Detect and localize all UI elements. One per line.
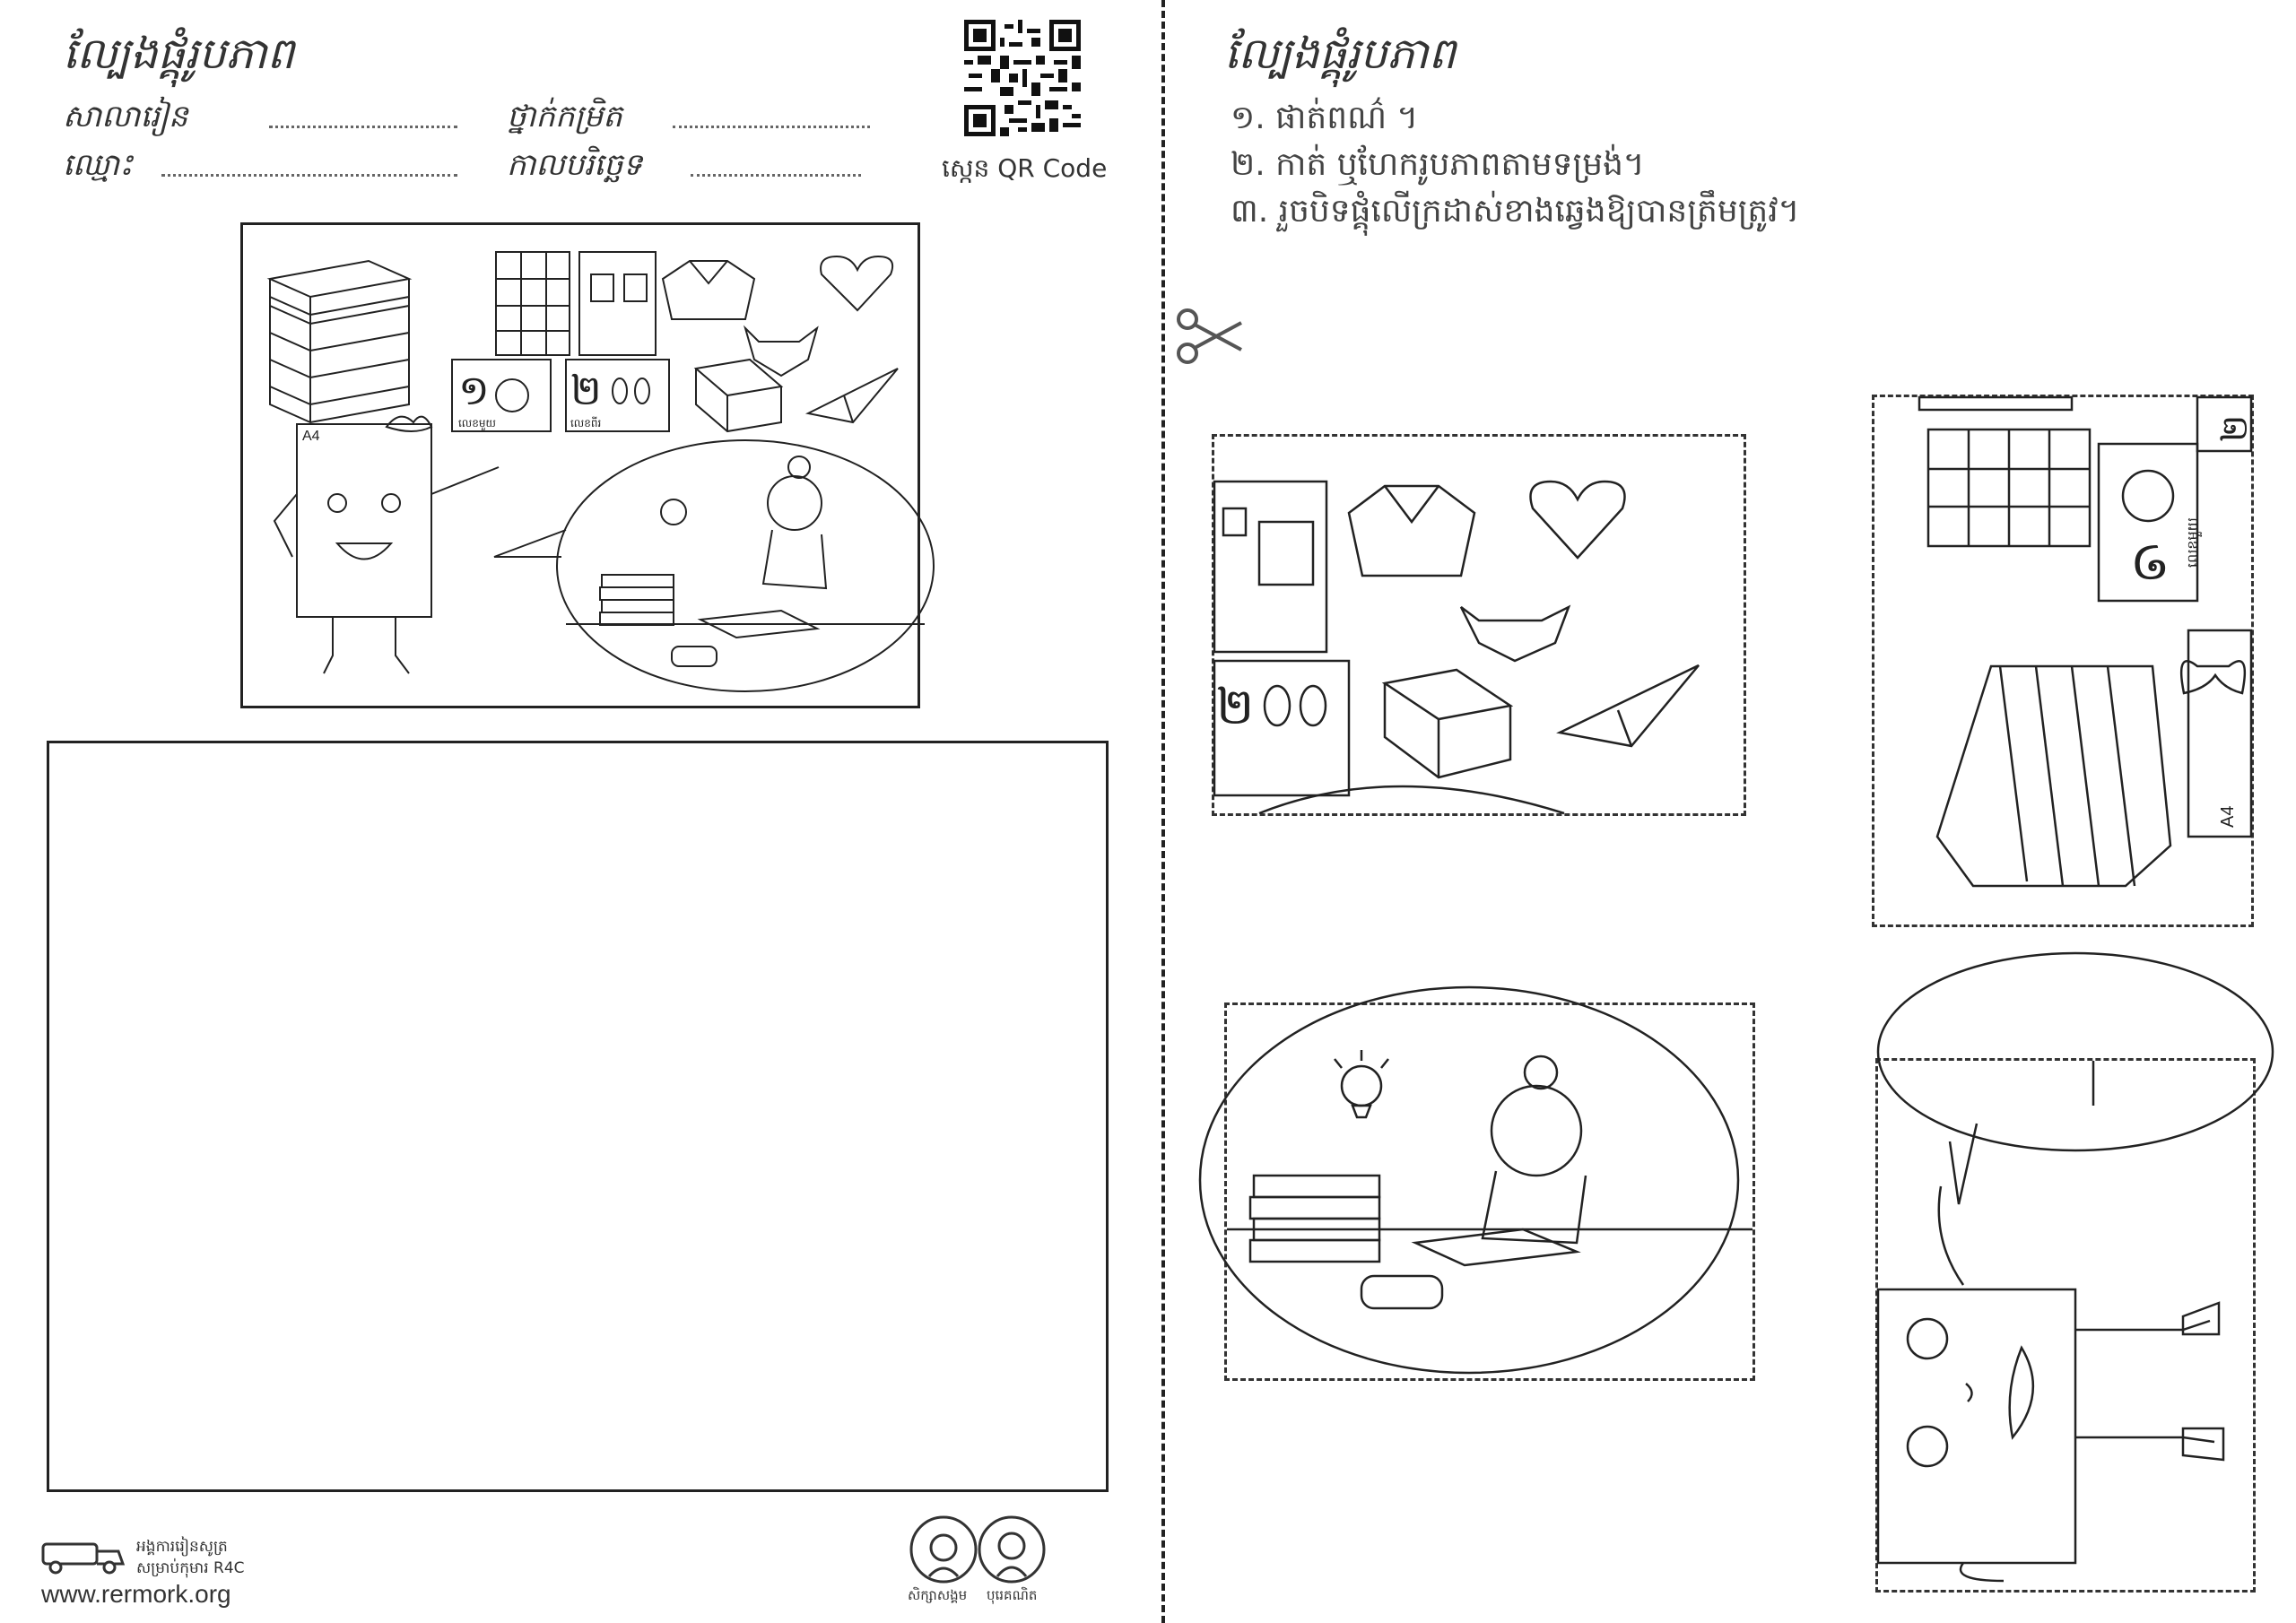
rermork-logo: [38, 1535, 127, 1578]
paste-area[interactable]: [47, 741, 1109, 1492]
footer-org-line2: សម្រាប់កុមារ R4C: [136, 1559, 245, 1577]
left-page-title: ល្បែងផ្គុំរូបភាព: [63, 29, 295, 79]
puzzle-piece-character[interactable]: [1875, 1058, 2256, 1593]
qr-caption: ស្កេន QR Code: [942, 153, 1108, 183]
piece-books-number-label: លេខមួយ: [2184, 517, 2201, 568]
logo-caption-2: បុរេគណិត: [987, 1587, 1038, 1603]
name-field[interactable]: [161, 174, 457, 177]
footer-url[interactable]: www.rermork.org: [41, 1580, 231, 1608]
grade-field[interactable]: [673, 126, 870, 128]
period-label: កាលបរិច្ឆេទ: [507, 147, 643, 183]
puzzle-piece-books[interactable]: [1872, 395, 2254, 927]
logo-caption-1: សិក្សាសង្គម: [908, 1587, 968, 1603]
instruction-1: ១. ផាត់ពណ៌ ។: [1231, 100, 1419, 136]
piece-books-number: ១: [2129, 532, 2170, 595]
puzzle-piece-origami[interactable]: [1212, 434, 1746, 816]
reference-illustration: [243, 225, 918, 706]
period-field[interactable]: [691, 174, 861, 177]
name-label: ឈ្មោះ: [63, 147, 134, 183]
grade-label: ថ្នាក់កម្រិត: [507, 99, 622, 135]
subject-logos: [908, 1514, 1051, 1585]
mini-card-2-label: លេខពីរ: [570, 417, 602, 430]
books-stack-illustration: [270, 261, 409, 422]
piece-books-number-top: ២: [2214, 414, 2256, 442]
instruction-3: ៣. រួចបិទផ្គុំលើក្រដាស់ខាងឆ្វេងឱ្យបានត្រឹមត្រូវ។: [1231, 193, 1800, 230]
right-page-title: ល្បែងផ្គុំរូបភាព: [1224, 29, 1457, 79]
footer-org-line1: អង្គការរៀនសូត្រ: [136, 1538, 228, 1556]
instruction-2: ២. កាត់ ឬហែករូបភាពតាមទម្រង់។: [1231, 146, 1645, 183]
a4-label: A4: [302, 429, 320, 444]
school-field[interactable]: [269, 126, 457, 128]
fold-divider: [1161, 0, 1165, 1623]
school-label: សាលារៀន: [63, 99, 188, 135]
scissors-icon: [1173, 305, 1245, 368]
mini-card-1-number: ១: [458, 366, 490, 414]
mini-card-2-number: ២: [570, 366, 602, 414]
piece-origami-number: ២: [1216, 678, 1255, 736]
qr-code-image[interactable]: [964, 20, 1081, 136]
piece-books-a4: A4: [2218, 805, 2238, 828]
puzzle-piece-girl[interactable]: [1224, 1002, 1755, 1381]
reference-picture: [240, 222, 920, 708]
mini-card-1-label: លេខមួយ: [458, 417, 496, 430]
